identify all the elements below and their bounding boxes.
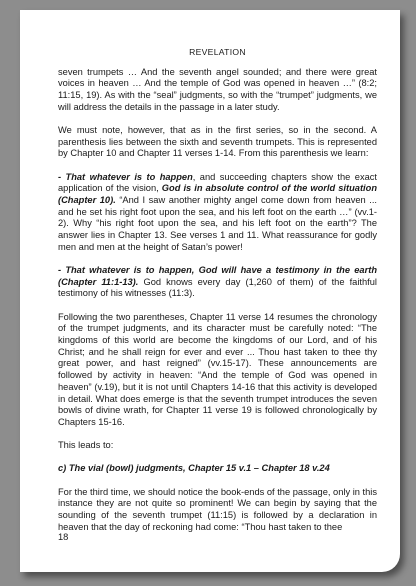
paragraph-3-emphasis-b: God is in absolute control of the world situation (Chapter 10). — [58, 183, 378, 206]
paragraph-3-text-b: “And I saw another mighty angel come down from heaven ... and he set his right foot upon the sea, and his left foot on the earth …” (vv.1-2). Why “his right foot upon the sea, and his left foot on the earth”? The answer lies in Chapter 13. See verses 1 and 11. What reassurance for godly men and men at the height of Satan’s power! — [58, 195, 377, 252]
page-content — [58, 47, 377, 545]
section-heading: c) The vial (bowl) judgments, Chapter 15 v.1 – Chapter 18 v.24 — [58, 463, 330, 474]
running-header: REVELATION — [189, 47, 246, 57]
paragraph-3-emphasis-a: - That whatever is to happen — [58, 171, 193, 182]
paragraph-3-text-a: , and succeeding chapters show the exact application of the vision, — [58, 171, 378, 194]
paragraph-5: Following the two parentheses, Chapter 11 verse 14 resumes the chronology of the trumpet judgments, and its character must be carefully noted: “The kingdoms of this world are become the kingdoms of our Lord, and of his Christ; and he shall reign for ever and ever ... Thou hast taken to thee thy great power, and hast reigned” (vv.15-17). These announcements are followed by activity in heaven: “And the temple of God was opened in heaven” (v.19), but it is not until Chapters 14-16 that this activity is developed in detail. What does emerge is that the seventh trumpet introduces the seven bowls of divine wrath, for Chapter 11 verse 19 is followed chronologically by Chapters 15-16. — [58, 311, 377, 427]
book-page — [20, 10, 400, 572]
paragraph-4-emphasis-a: - That whatever is to happen, God will have a testimony in the earth (Chapter 11:1-13). — [58, 265, 377, 287]
paragraph-2: We must note, however, that as in the first series, so in the second. A parenthesis lies between the sixth and seventh trumpets. This is represented by Chapter 10 and Chapter 11 verses 1-14. From this parenthesis we learn: — [58, 125, 377, 159]
paragraph-1: seven trumpets … And the seventh angel sounded; and there were great voices in heaven … And the temple of God was opened in heaven …” (8:2; 11:15, 19). As with the “seal” judgments, so with the “trumpet” judgments, we will address the details in the passage in a later study. — [58, 66, 377, 112]
paragraph-6: This leads to: — [58, 440, 114, 451]
paragraph-7: For the third time, we should notice the book-ends of the passage, only in this instance they are not quite so prominent! We can begin by saying that the sounding of the seventh trumpet (11:15) is followed by a declaration in heaven that the day of reckoning had come: “Thou hast taken to thee — [58, 486, 377, 532]
paragraph-3 — [58, 172, 377, 254]
paragraph-4 — [58, 265, 377, 300]
paragraph-4-text-a: God knows every day (1,260 of them) of the faithful testimony of his witnesses (11:3). — [58, 276, 377, 299]
page-number: 18 — [58, 532, 69, 542]
